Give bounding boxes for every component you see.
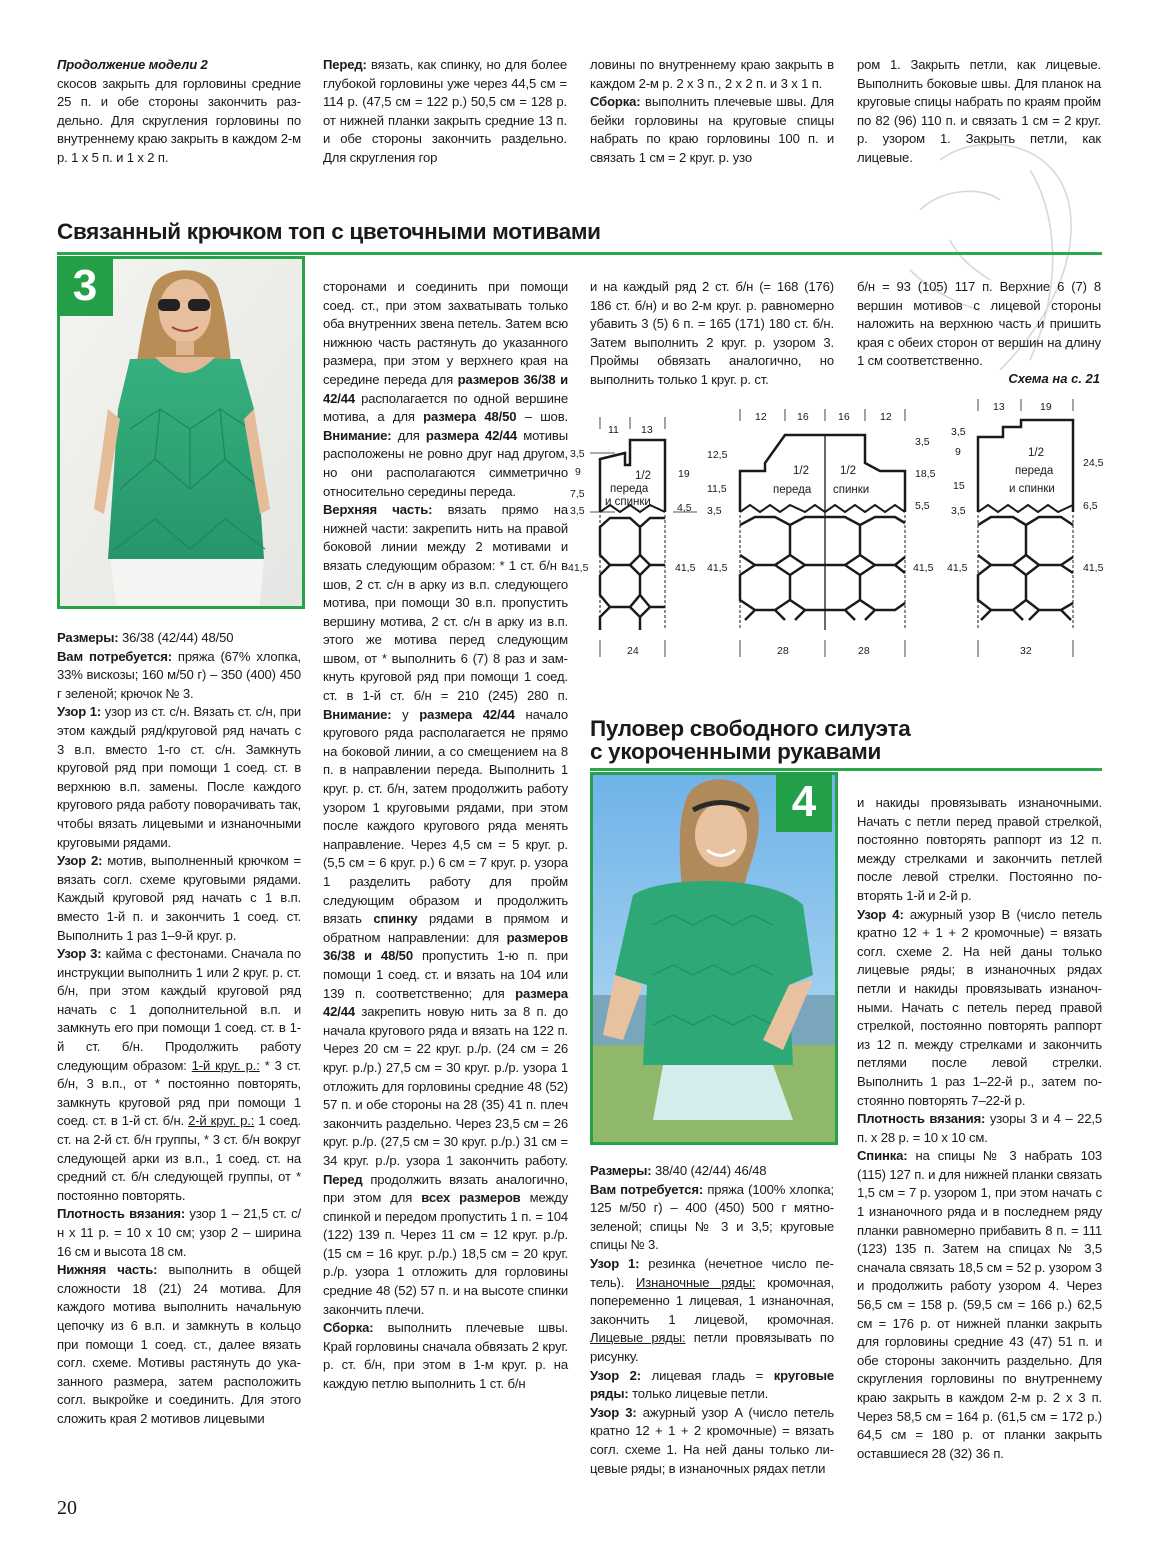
continuation-heading: Продолжение модели 2 xyxy=(57,57,208,72)
pattern2-text: мотив, выполненный крючком = вязать согл. схеме круговыми рядами. Каждый круговой ряд начать с 1 в.п. вместо 1-й п. и закончить 1 соед. ст. Выполнить 1 раз 1–9-й круг. р. xyxy=(57,853,301,943)
assembly-label: Сборка: xyxy=(590,94,641,110)
m4-p1a: резинка (нечетное число петель). xyxy=(590,1255,835,1290)
top-col-3-text-b: выполнить плечевые швы. Для бейки горловины на круговые спицы набрать по краю горловины 100 п. и связать 1 см = 2 круг. р. узо xyxy=(590,94,834,165)
assembly-label-2: Сборка: xyxy=(323,1320,374,1336)
model4-number-badge: 4 xyxy=(776,772,832,832)
m4-materials-value: пряжа (100% хлопка; 125 м/50 г) – 400 (450) 500 г мятно-зеленой; спицы № 3 и 3,5; круговые спицы № 3. xyxy=(590,1181,834,1253)
materials-value: пряжа (67% хлопка, 33% вискозы; 160 м/50 г) – 350 (400) 450 г зеленой; крючок № 3. xyxy=(57,648,301,701)
top-col-1 xyxy=(57,56,301,168)
d1-top-1: 13 xyxy=(641,424,653,436)
assembly-text: выполнить плечевые швы. Край горловины сначала обвязать 2 круг. р. ст. б/н, при этом в 1-м круг. р. на каждую петлю выполнить 1 ст. б/н xyxy=(323,1320,568,1392)
d2-bottom-0: 28 xyxy=(777,645,789,657)
d3-label: 1/2 переда и спинки xyxy=(1009,447,1055,495)
m3-c4-text: б/н = 93 (105) 117 п. Верхние 6 (7) 8 вершин мотивов с лицевой стороны наложить на верхнюю часть и пришить края с обеих сторон от вершин на длину 1 см соответственно. xyxy=(857,279,1101,369)
diagram-2 xyxy=(707,409,936,657)
d1-left-1: 9 xyxy=(575,466,581,478)
model3-title-rule xyxy=(57,252,1102,255)
d3-bottom: 32 xyxy=(1020,645,1032,657)
top-col-4-text: ром 1. Закрыть петли, как лицевые. Выполнить боковые швы. Для планок на круговые спицы набрать по краям пройм по 82 (96) 110 п. и связать 1 см = 2 круг. р. узором 1. Закрыть петли, как лицевые. xyxy=(857,57,1101,165)
d1-left-2: 7,5 xyxy=(570,488,585,500)
model4-title-line1: Пуловер свободного силуэта xyxy=(590,716,911,741)
d2-left-3: 41,5 xyxy=(707,562,728,574)
pattern3-row2-label: 2-й круг. р.: xyxy=(188,1113,255,1129)
m3-c2-text-c: располагается по одной вершине мотива, а для xyxy=(323,390,568,425)
d2-top-3: 12 xyxy=(880,411,892,423)
m4-back-label: Спинка: xyxy=(857,1148,908,1164)
model3-col-4 xyxy=(857,278,1101,371)
front-label-2: Перед xyxy=(323,1171,363,1187)
m4-p2b: круговые ряды: xyxy=(590,1367,834,1402)
d2-left-0: 12,5 xyxy=(707,449,728,461)
front-d: всех размеров xyxy=(421,1190,521,1206)
m4-back-text: на спицы № 3 набрать 103 (115) 127 п. и для нижней планки связать 1,5 см = 7 р. узором 1, при этом начать с 1 изнаночного ряда и в последнем ряду планки равномерно прибавить 8 п. = 111 (123) 135 п. Затем на спицах № 3,5 сначала связать 18,5 см = 52 р. узором 3 и продолжить работу узором 4. Через 56,5 см = 158 р. (59,5 см = 166 р.) 62,5 см = 176 р. от нижней планки закрыть для горловины средние 43 (47) 51 п. и обе стороны закончить раздельно. Для скругления горловины по внутреннему краю закрыть в каждом 2-м р. 2 х 3 п. Через 58,5 см = 164 р. (61,5 см = 172 р.) 64,5 см = 180 р. от планки закрыть оставшиеся 28 (32) 36 п. xyxy=(857,1148,1102,1461)
page-number: 20 xyxy=(57,1497,77,1519)
m4-density-text: узоры 3 и 4 – 22,5 п. х 28 р. = 10 х 10 см. xyxy=(857,1111,1102,1145)
d2-right-1: 18,5 xyxy=(915,468,936,480)
spin-g: закрепить новую нить за 8 п. до начала кругового ряда и вязать на 122 п. Через 20 см = 22 круг. р./р. (24 см = 26 круг. р./р.) 27,5 см = 30 круг. р./р. узора 1 отложить для горловины средние 48 (52) 57 п. и обе стороны на 28 (35) 41 п. плеч закончить раздельно. Через 23,5 см = 26 круг. р./р. (27,5 см = 30 круг. р./р.) 31 см = 34 круг. р./р. узора 1 закончить работу. xyxy=(323,1004,568,1168)
diagram-1 xyxy=(568,417,697,657)
m4-p1c: петли провязывать по рисунку. xyxy=(590,1330,834,1364)
d3-top-1: 19 xyxy=(1040,401,1052,413)
materials-label: Вам потребуется: xyxy=(57,648,172,664)
d3-left-4: 41,5 xyxy=(947,562,968,574)
d1-right-1: 4,5 xyxy=(677,502,692,514)
d3-right-1: 6,5 xyxy=(1083,500,1098,512)
m4-c2-text: и накиды провязывать изнаночными. Начать с петли перед правой стрелкой, постоянно повторять раппорт из 12 п. между стрелками и закончить петлей после левой стрелки. Постоянно повторять 1-й и 2-й р. xyxy=(857,795,1102,903)
d3-left-1: 9 xyxy=(955,446,961,458)
m4-knit-rows-label: Лицевые ряды: xyxy=(590,1330,686,1346)
d1-left-4: 41,5 xyxy=(568,562,589,574)
sizes-value: 36/38 (42/44) 48/50 xyxy=(118,630,234,645)
m3-c2-bold-d: размера 48/50 xyxy=(423,409,517,425)
pattern1-label: Узор 1: xyxy=(57,704,102,720)
lower-part-label: Нижняя часть: xyxy=(57,1262,158,1278)
density-label: Плотность вязания: xyxy=(57,1206,186,1222)
m4-pattern3-text: ажурный узор A (число петель кратно 12 + 1 + 2 кромочные) = вязать согл. схеме 1. На ней даны только лицевые ряды; в изнаночных рядах петли xyxy=(590,1404,834,1476)
front-e: между спинкой и передом пропустить 1 п. = 104 (122) 139 п. Через 11 см = 12 круг. р./р. (15 см = 16 круг. р./р.) 18,5 см = 20 круг. р./р. узора 1 отложить для горловины средние 48 (52) 57 п. и на высоте спинки закончить плечи. xyxy=(323,1190,568,1317)
m4-p2c: только лицевые петли. xyxy=(628,1386,769,1402)
m4-materials-label: Вам потребуется: xyxy=(590,1181,704,1197)
d2-bottom-1: 28 xyxy=(858,645,870,657)
d2-right-4: 41,5 xyxy=(913,562,934,574)
model4-title-line2: с укороченными рукавами xyxy=(590,739,881,764)
top-col-2-text: вязать, как спинку, но для более глубокой горловины уже через 44,5 см = 114 р. (47,5 см = 122 р.) 50,5 см = 128 р. от нижней планки закрыть средние 13 п. и обе стороны закончить раздельно. Для скругления гор xyxy=(323,57,567,165)
density-text: узор 1 – 21,5 ст. с/н х 11 р. = 10 х 10 см; узор 2 – ширина 16 см и высота 18 см. xyxy=(57,1206,301,1259)
schema-reference: Схема на с. 21 xyxy=(1008,371,1100,386)
m3-c2-bold-h: размера 42/44 xyxy=(425,427,517,443)
m3-c2-text-g: для xyxy=(391,427,426,443)
d1-label: 1/2 переда и спинки xyxy=(605,470,651,508)
d2-right-0: 3,5 xyxy=(915,436,930,448)
d3-top-0: 13 xyxy=(993,401,1005,413)
sizes-label: Размеры: xyxy=(57,630,119,645)
model3-number-badge: 3 xyxy=(57,256,113,316)
attention-label: Внимание: xyxy=(323,706,392,722)
upper-part-text: вязать прямо на нижней части: закрепить нить на правой боковой линии между 2 мотивами и вязать следующим образом: * 1 ст. б/н в шов, 2 ст. с/н в арку из в.п. следующего мотива, при помощи 30 в.п. пропустить вершину мотива, 2 ст. с/н в арку из в.п. этого же мотива перед следующим швом, от * выполнить 6 (7) 8 раз и замкнуть круговой ряд при помощи 1 соед. ст. в 1-й ст. б/н = 210 (245) 280 п. xyxy=(323,502,569,704)
m4-pattern4-label: Узор 4: xyxy=(857,906,904,922)
m4-pattern4-text: ажурный узор B (число петель кратно 12 + 1 + 2 кромочные) = вязать согл. схеме 2. На ней даны только лицевые ряды; в изнаночных рядах петли и накиды провязывать изнаночными. Начать с петель перед правой стрелкой, постоянно повторять раппорт из 12 п. между стрелками и закончить петлями после левой стрелки. Выполнить 1 раз 1–22-й р., затем постоянно повторять 7–22-й р. xyxy=(857,906,1102,1108)
m3-c3-text: и на каждый ряд 2 ст. б/н (= 168 (176) 186 ст. б/н) и во 2-м круг. р. равномерно убавить 3 (5) 6 п. = 165 (171) 180 ст. б/н. Затем выполнить 2 круг. р. узором 3. Проймы обвязать аналогично, но выполнить только 1 круг. р. ст. xyxy=(590,279,834,387)
d1-top-0: 11 xyxy=(608,424,619,436)
d3-left-3: 3,5 xyxy=(951,505,966,517)
top-col-2 xyxy=(323,56,567,168)
model3-title: Связанный крючком топ с цветочными мотивами xyxy=(57,219,601,244)
pattern3-text-b: * 3 ст. б/н, 3 в.п., от * постоянно повторять, замкнуть круговой ряд при помощи 1 соед. ст. в 1-й ст. б/н. xyxy=(57,1057,301,1129)
front-label: Перед: xyxy=(323,57,367,72)
model3-col-1 xyxy=(57,629,301,1429)
d1-right-0: 19 xyxy=(678,468,690,480)
model4-col-2 xyxy=(857,794,1102,1463)
spin-c: рядами в прямом и обратном направлении: для xyxy=(323,911,568,945)
m4-purl-rows-label: Изнаночные ряды: xyxy=(636,1274,756,1290)
pattern3-label: Узор 3: xyxy=(57,946,102,962)
m4-density-label: Плотность вязания: xyxy=(857,1111,986,1127)
model4-col-1 xyxy=(590,1162,834,1478)
d3-left-2: 15 xyxy=(953,480,965,492)
lower-part-text: выполнить в общей сложности 18 (21) 24 мотива. Для каждого мотива выполнить начальную цепочку из 6 в.п. и замкнуть в кольцо при помощи 1 соед. ст., далее вязать согл. схеме. Мотивы растянуть до указанного размера, затем расположить согл. выкройке и соединить. Для этого сложить края 2 мотивов лицевыми xyxy=(57,1262,302,1426)
att-c: у xyxy=(391,706,420,722)
pattern3-text-a: кайма с фестонами. Сначала по инструкции выполнить 1 или 2 круг. р. ст. б/н, при этом каждый круговой ряд начать с 1 дополнительной в.п. и замкнуть его при помощи 1 соед. ст. в 1-й ст. б/н. Продолжить работу следующим образом: xyxy=(57,946,301,1073)
pattern2-label: Узор 2: xyxy=(57,853,103,869)
d3-right-2: 41,5 xyxy=(1083,562,1104,574)
m3-c2-text-i: мотивы расположены не ровно друг над другом, но они располагаются симметрично относительно середины переда. xyxy=(323,427,569,499)
top-col-1-text: скосов закрыть для горловины средние 25 п. и обе стороны закончить раздельно. Для скругления горловины по внутреннему краю закрыть в каждом 2-м р. 1 х 5 п. и 1 х 2 п. xyxy=(57,75,301,165)
front-c: продолжить вязать аналогично, при этом для xyxy=(323,1171,568,1206)
pattern-diagrams xyxy=(565,395,1105,670)
att-d: размера 42/44 xyxy=(419,706,515,722)
model4-title-rule xyxy=(590,768,1102,771)
m3-c2-bold-f: Внимание: xyxy=(323,427,392,443)
d2-top-2: 16 xyxy=(838,411,850,423)
spin-f: размера 42/44 xyxy=(323,985,568,1020)
pattern3-row1-label: 1-й круг. р.: xyxy=(191,1057,260,1073)
m4-p1b: кромочная, попеременно 1 лицевая, 1 изнаночная, закончить 1 лицевой, кромочная. xyxy=(590,1274,834,1327)
model3-col-2 xyxy=(323,278,568,1394)
spin-e: пропустить 1-ю п. при помощи 1 соед. ст. и вязать на 104 или 139 п. соответственно; для xyxy=(323,948,568,1001)
d2-top-0: 12 xyxy=(755,411,767,423)
m4-sizes-value: 38/40 (42/44) 46/48 xyxy=(651,1163,767,1178)
d2-label-front: 1/2 переда xyxy=(773,465,812,496)
d2-label-back: 1/2 спинки xyxy=(833,465,870,496)
m4-pattern1-label: Узор 1: xyxy=(590,1255,640,1271)
m4-sizes-label: Размеры: xyxy=(590,1163,652,1178)
pattern3-text-c: 1 соед. ст. на 2-й ст. б/н группы, * 3 ст. б/н вокруг следующей арки из в.п., 1 соед. ст. на средний ст. б/н следующей группы, от * постоянно повторять. xyxy=(57,1113,301,1203)
att-e: начало кругового ряда располагается не прямо на боковой линии, а со смещением на 8 п. в направлении переда. Выполнить 1 круг. р. ст. б/н, затем продолжить работу узором 1 круговыми рядами, при этом после каждого кругового ряда менять направление. Через 4,5 см = 5 круг. р. (5,5 см = 6 круг. р.) 6 см = 7 круг. р. узора 1 разделить работу для пройм следующим образом и продолжить вязать xyxy=(323,706,569,927)
d1-left-3: 3,5 xyxy=(570,505,585,517)
pattern1-text: узор из ст. с/н. Вязать ст. с/н, при этом каждый ряд/круговой ряд начать с 3 в.п. вместо 1-го ст. с/н. Замкнуть круговой ряд при помощи 1 соед. ст. в верхнюю в.п. замены. После каждого кругового ряда работу поворачивать так, чтобы вязать лицевыми и изнаночными круговыми рядами. xyxy=(57,704,301,850)
d1-bottom: 24 xyxy=(627,645,639,657)
d3-left-0: 3,5 xyxy=(951,426,966,438)
diagram-3 xyxy=(947,399,1104,657)
d2-left-1: 11,5 xyxy=(707,483,727,495)
upper-part-label: Верхняя часть: xyxy=(323,502,433,518)
d1-right-2: 41,5 xyxy=(675,562,696,574)
d2-top-1: 16 xyxy=(797,411,809,423)
m3-c2-text-e: – шов. xyxy=(516,409,568,425)
spin-d: размеров 36/38 и 48/50 xyxy=(323,929,568,964)
m3-c2-text-a: сторонами и соединить при помощи соед. ст., при этом захватывать только оба внутренних звена петель. Затем всю нижнюю часть растянуть до указанного размера, при этом у верхнего края на середине переда для xyxy=(323,279,568,387)
model3-col-3 xyxy=(590,278,834,390)
m3-c2-bold-b: размеров 36/38 и 42/44 xyxy=(323,371,568,406)
d1-left-0: 3,5 xyxy=(570,448,585,460)
m4-pattern2-label: Узор 2: xyxy=(590,1367,642,1383)
top-col-3-text-a: ловины по внутреннему краю закрыть в каждом 2-м р. 2 х 3 п., 2 х 2 п. и 3 х 1 п. xyxy=(590,57,834,91)
top-col-3 xyxy=(590,56,834,168)
d2-left-2: 3,5 xyxy=(707,505,722,517)
m4-pattern3-label: Узор 3: xyxy=(590,1404,637,1420)
d2-right-2: 5,5 xyxy=(915,500,930,512)
d3-right-0: 24,5 xyxy=(1083,457,1104,469)
back-label: спинку xyxy=(373,911,418,927)
m4-p2a: лицевая гладь = xyxy=(641,1367,774,1383)
